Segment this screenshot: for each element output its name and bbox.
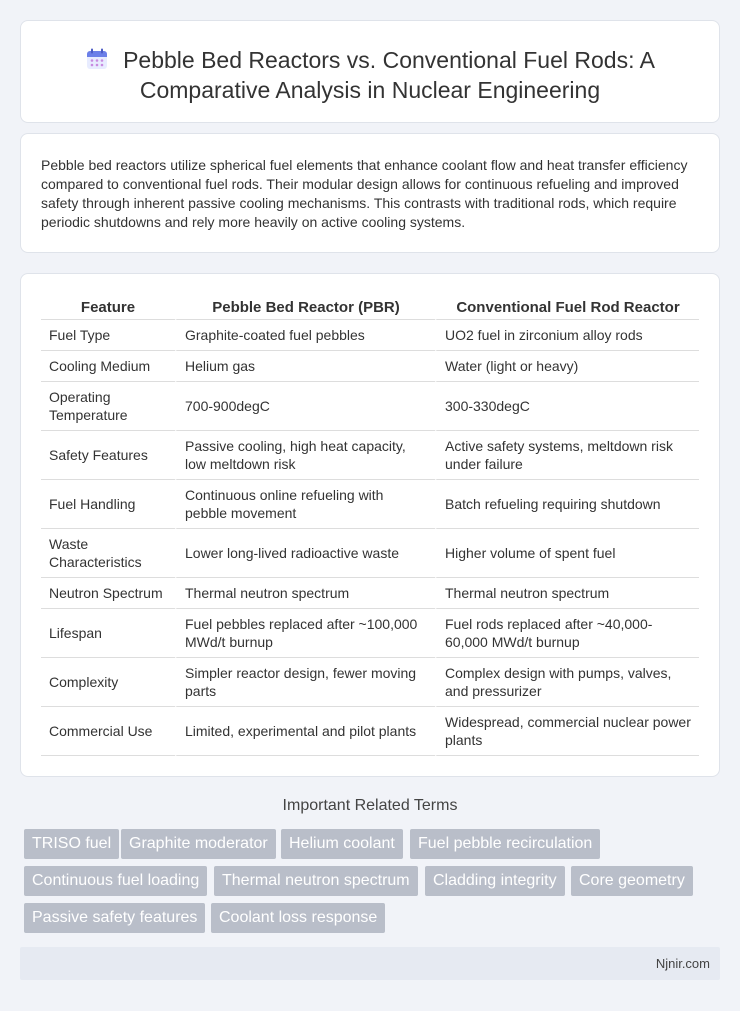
feature-cell: Neutron Spectrum <box>41 578 175 609</box>
tag-core-geometry[interactable]: Core geometry <box>571 866 693 896</box>
table-row <box>41 609 699 658</box>
conventional-cell: Batch refueling requiring shutdown <box>435 480 699 529</box>
pbr-cell: Helium gas <box>175 351 435 382</box>
related-terms-title: Important Related Terms <box>282 797 458 814</box>
comparison-table <box>41 296 699 756</box>
feature-cell: Cooling Medium <box>41 351 175 382</box>
table-row <box>41 529 699 578</box>
pbr-cell: Limited, experimental and pilot plants <box>175 707 435 756</box>
table-row <box>41 382 699 431</box>
title-line-2: Comparative Analysis in Nuclear Engineering <box>139 77 601 103</box>
table-row <box>41 320 699 351</box>
conventional-cell: Water (light or heavy) <box>435 351 699 382</box>
feature-cell: Operating Temperature <box>41 382 175 431</box>
column-header-pbr: Pebble Bed Reactor (PBR) <box>175 296 435 320</box>
pbr-cell: Passive cooling, high heat capacity, low meltdown risk <box>175 431 435 480</box>
tag-helium-coolant[interactable]: Helium coolant <box>281 829 403 859</box>
tag-coolant-loss-response[interactable]: Coolant loss response <box>211 903 385 933</box>
table-row <box>41 658 699 707</box>
conventional-cell: Active safety systems, meltdown risk under failure <box>435 431 699 480</box>
intro-card <box>20 133 720 253</box>
tag-cladding-integrity[interactable]: Cladding integrity <box>425 866 565 896</box>
calendar-icon <box>85 47 109 71</box>
conventional-cell: Thermal neutron spectrum <box>435 578 699 609</box>
title-line-1: Pebble Bed Reactors vs. Conventional Fuel Rods: A <box>123 47 655 73</box>
pbr-cell: Fuel pebbles replaced after ~100,000 MWd/t burnup <box>175 609 435 658</box>
table-row <box>41 351 699 382</box>
page-title <box>21 45 719 105</box>
pbr-cell: Continuous online refueling with pebble movement <box>175 480 435 529</box>
footer <box>20 947 720 980</box>
pbr-cell: 700-900degC <box>175 382 435 431</box>
table-row <box>41 480 699 529</box>
conventional-cell: Fuel rods replaced after ~40,000-60,000 MWd/t burnup <box>435 609 699 658</box>
table-row <box>41 578 699 609</box>
column-header-conventional: Conventional Fuel Rod Reactor <box>435 296 699 320</box>
feature-cell: Safety Features <box>41 431 175 480</box>
tag-graphite-moderator[interactable]: Graphite moderator <box>121 829 276 859</box>
comparison-table-card <box>20 273 720 777</box>
footer-site-link[interactable]: Njnir.com <box>655 956 710 971</box>
table-row <box>41 707 699 756</box>
pbr-cell: Graphite-coated fuel pebbles <box>175 320 435 351</box>
tag-thermal-neutron-spectrum[interactable]: Thermal neutron spectrum <box>214 866 418 896</box>
tag-continuous-fuel-loading[interactable]: Continuous fuel loading <box>24 866 207 896</box>
conventional-cell: Higher volume of spent fuel <box>435 529 699 578</box>
tag-passive-safety-features[interactable]: Passive safety features <box>24 903 205 933</box>
column-header-feature: Feature <box>41 296 175 320</box>
feature-cell: Complexity <box>41 658 175 707</box>
conventional-cell: Complex design with pumps, valves, and pressurizer <box>435 658 699 707</box>
conventional-cell: 300-330degC <box>435 382 699 431</box>
feature-cell: Commercial Use <box>41 707 175 756</box>
pbr-cell: Lower long-lived radioactive waste <box>175 529 435 578</box>
tag-triso-fuel[interactable]: TRISO fuel <box>24 829 119 859</box>
intro-paragraph: Pebble bed reactors utilize spherical fuel elements that enhance coolant flow and heat transfer efficiency compared to conventional fuel rods. Their modular design allows for continuous refueling and improved safety through inherent passive cooling mechanisms. This contrasts with traditional rods, which require periodic shutdowns and rely more heavily on active cooling systems. <box>41 157 688 230</box>
conventional-cell: Widespread, commercial nuclear power plants <box>435 707 699 756</box>
feature-cell: Fuel Type <box>41 320 175 351</box>
feature-cell: Fuel Handling <box>41 480 175 529</box>
feature-cell: Waste Characteristics <box>41 529 175 578</box>
table-row <box>41 431 699 480</box>
title-card <box>20 20 720 123</box>
pbr-cell: Simpler reactor design, fewer moving parts <box>175 658 435 707</box>
table-header-row <box>41 296 699 320</box>
pbr-cell: Thermal neutron spectrum <box>175 578 435 609</box>
conventional-cell: UO2 fuel in zirconium alloy rods <box>435 320 699 351</box>
feature-cell: Lifespan <box>41 609 175 658</box>
tag-fuel-pebble-recirculation[interactable]: Fuel pebble recirculation <box>410 829 600 859</box>
